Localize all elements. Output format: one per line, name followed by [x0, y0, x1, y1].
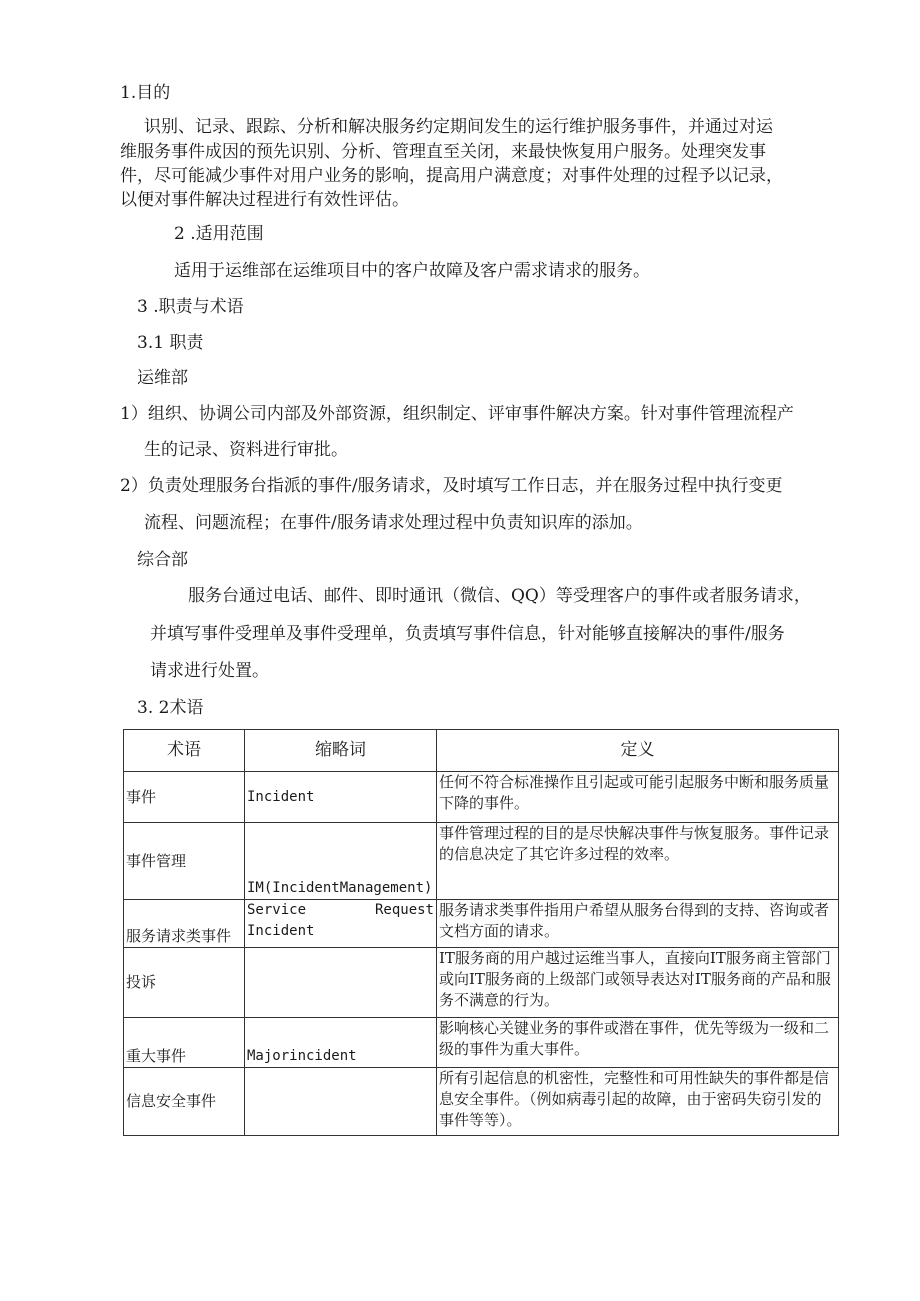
purpose-line-4: 以便对事件解决过程进行有效性评估。	[120, 190, 409, 210]
abbr-cell	[245, 900, 437, 948]
abbr-line-1	[247, 900, 434, 921]
header-term: 术语	[124, 730, 245, 772]
purpose-line-1: 识别、记录、跟踪、分析和解决服务约定期间发生的运行维护服务事件，并通过对运	[144, 117, 773, 137]
section-3-1-title: 3.1 职责	[137, 333, 204, 353]
general-line-3: 请求进行处置。	[150, 661, 269, 681]
term-cell: 服务请求类事件	[124, 900, 245, 948]
header-abbr: 缩略词	[245, 730, 437, 772]
abbr-cell: IM(IncidentManagement)	[245, 823, 437, 900]
abbr-cell: Incident	[245, 772, 437, 823]
ops-item-1-line2: 生的记录、资料进行审批。	[144, 440, 348, 460]
ops-item-2	[120, 471, 783, 496]
term-cell: 事件管理	[124, 823, 245, 900]
terms-table	[123, 729, 839, 1136]
section-3-title: 3 .职责与术语	[137, 297, 244, 317]
section-3-2-title: 3. 2术语	[137, 698, 204, 718]
ops-item-1	[120, 399, 794, 424]
general-dept-heading: 综合部	[137, 550, 188, 570]
section-1-title: 1.目的	[120, 83, 171, 103]
table-row	[124, 823, 839, 900]
purpose-line-3: 件，尽可能减少事件对用户业务的影响，提高用户满意度；对事件处理的过程予以记录，	[120, 166, 783, 186]
scope-text: 适用于运维部在运维项目中的客户故障及客户需求请求的服务。	[174, 261, 650, 281]
term-cell: 信息安全事件	[124, 1068, 245, 1136]
ops-dept-heading: 运维部	[137, 368, 188, 388]
general-line-2: 并填写事件受理单及事件受理单，负责填写事件信息，针对能够直接解决的事件/服务	[150, 624, 785, 644]
table-row	[124, 900, 839, 948]
header-definition: 定义	[437, 730, 839, 772]
definition-cell: 任何不符合标准操作且引起或可能引起服务中断和服务质量下降的事件。	[437, 772, 839, 823]
abbr-cell	[245, 1068, 437, 1136]
table-row	[124, 1018, 839, 1068]
definition-cell: IT服务商的用户越过运维当事人，直接向IT服务商主管部门或向IT服务商的上级部门或领导表达对IT服务商的产品和服务不满意的行为。	[437, 948, 839, 1018]
ops-item-1-line1: 组织、协调公司内部及外部资源，组织制定、评审事件解决方案。针对事件管理流程产	[147, 404, 794, 424]
definition-cell: 服务请求类事件指用户希望从服务台得到的支持、咨询或者文档方面的请求。	[437, 900, 839, 948]
definition-cell: 事件管理过程的目的是尽快解决事件与恢复服务。事件记录的信息决定了其它许多过程的效率。	[437, 823, 839, 900]
purpose-line-2: 维服务事件成因的预先识别、分析、管理直至关闭，来最快恢复用户服务。处理突发事	[120, 142, 766, 162]
abbr-cell: Majorincident	[245, 1018, 437, 1068]
abbr-line-2: Incident	[247, 923, 315, 939]
table-row	[124, 948, 839, 1018]
term-cell: 事件	[124, 772, 245, 823]
table-row	[124, 1068, 839, 1136]
abbr-word-request: Request	[374, 902, 434, 918]
term-cell: 重大事件	[124, 1018, 245, 1068]
table-header-row	[124, 730, 839, 772]
ops-item-1-num: 1）	[120, 404, 148, 424]
table-row	[124, 772, 839, 823]
definition-cell: 所有引起信息的机密性，完整性和可用性缺失的事件都是信息安全事件。（例如病毒引起的故障，由于密码失窃引发的事件等等）。	[437, 1068, 839, 1136]
ops-item-2-line1: 负责处理服务台指派的事件/服务请求，及时填写工作日志，并在服务过程中执行变更	[147, 476, 783, 496]
ops-item-2-line2: 流程、问题流程；在事件/服务请求处理过程中负责知识库的添加。	[144, 513, 643, 533]
definition-cell: 影响核心关键业务的事件或潜在事件，优先等级为一级和二级的事件为重大事件。	[437, 1018, 839, 1068]
term-cell: 投诉	[124, 948, 245, 1018]
general-line-1: 服务台通过电话、邮件、即时通讯（微信、QQ）等受理客户的事件或者服务请求，	[188, 586, 811, 606]
section-2-title: 2 .适用范围	[174, 224, 264, 244]
ops-item-2-num: 2）	[120, 476, 148, 496]
abbr-word-service: Service	[247, 902, 307, 918]
abbr-cell	[245, 948, 437, 1018]
